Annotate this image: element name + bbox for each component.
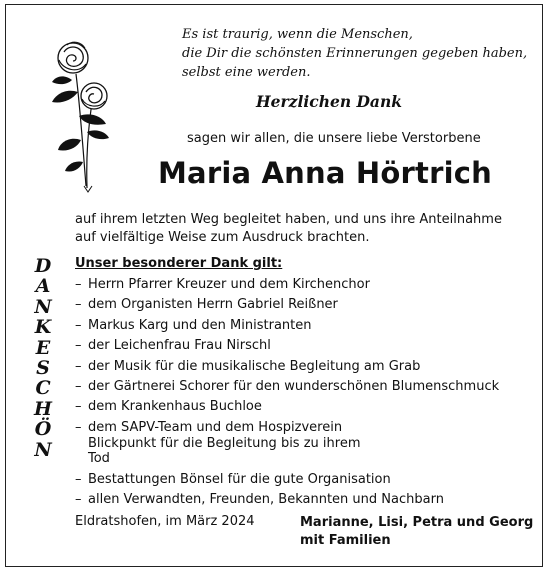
dash-bullet: –: [75, 338, 82, 354]
list-item-text: Bestattungen Bönsel für die gute Organisation: [88, 471, 391, 487]
special-thanks-heading: Unser besonderer Dank gilt:: [75, 256, 283, 271]
dash-bullet: –: [75, 277, 82, 292]
deceased-name: Maria Anna Hörtrich: [158, 156, 492, 190]
vertical-letter: K: [34, 316, 52, 339]
signature-line: Marianne, Lisi, Petra und Georg: [300, 515, 534, 530]
list-item: [75, 420, 535, 467]
vertical-letter: Ö: [34, 418, 52, 441]
list-item: [75, 318, 535, 334]
list-item-text: Markus Karg und den Ministranten: [88, 317, 312, 333]
intro-text: sagen wir allen, die unsere liebe Verstorbene: [187, 131, 481, 146]
vertical-dankeschoen: [30, 256, 56, 460]
list-item-text: allen Verwandten, Freunden, Bekannten und Nachbarn: [88, 492, 444, 508]
list-item-text: dem SAPV-Team und dem Hospizverein Blickpunkt für die Begleitung bis zu ihrem Tod: [88, 419, 361, 467]
list-item-text: der Leichenfrau Frau Nirschl: [88, 338, 271, 354]
vertical-letter: C: [35, 377, 51, 400]
list-item: [75, 359, 535, 375]
list-item: [75, 277, 535, 293]
dash-bullet: –: [75, 378, 82, 394]
dash-bullet: –: [75, 297, 82, 313]
special-thanks-list: [75, 277, 535, 513]
quote-line: selbst eine werden.: [182, 65, 311, 80]
vertical-letter: H: [34, 397, 52, 420]
list-item: [75, 492, 535, 508]
dash-bullet: –: [75, 471, 82, 487]
paragraph-line: auf vielfältige Weise zum Ausdruck brachten.: [75, 230, 370, 245]
dash-bullet: –: [75, 358, 82, 374]
list-item: [75, 297, 535, 313]
signature-line: mit Familien: [300, 533, 391, 548]
vertical-letter: E: [35, 336, 51, 359]
thanks-heading: Herzlichen Dank: [256, 92, 402, 111]
dash-bullet: –: [75, 399, 82, 415]
quote-line: Es ist traurig, wenn die Menschen,: [182, 27, 413, 42]
dash-bullet: –: [75, 492, 82, 508]
gratitude-paragraph: [75, 211, 535, 247]
list-item: [75, 379, 535, 395]
list-item-text: der Musik für die musikalische Begleitung am Grab: [88, 358, 421, 374]
dash-bullet: –: [75, 317, 82, 333]
quote-line: die Dir die schönsten Erinnerungen gegeben haben,: [182, 46, 528, 61]
list-item-text: Herrn Pfarrer Kreuzer und dem Kirchenchor: [88, 277, 370, 292]
signature: [300, 514, 533, 550]
list-item: [75, 338, 535, 354]
memorial-quote: [182, 25, 532, 82]
vertical-letter: N: [34, 295, 52, 318]
vertical-letter: N: [34, 438, 52, 461]
list-item: [75, 472, 535, 488]
list-item-text: der Gärtnerei Schorer für den wunderschönen Blumenschmuck: [88, 378, 500, 394]
vertical-letter: D: [34, 255, 52, 277]
vertical-letter: S: [36, 356, 50, 379]
paragraph-line: auf ihrem letzten Weg begleitet haben, und uns ihre Anteilnahme: [75, 212, 502, 227]
list-item-text: dem Organisten Herrn Gabriel Reißner: [88, 297, 338, 313]
vertical-letter: A: [35, 275, 51, 298]
list-item: [75, 399, 535, 415]
place-date: Eldratshofen, im März 2024: [75, 514, 255, 529]
dash-bullet: –: [75, 419, 82, 435]
list-item-text: dem Krankenhaus Buchloe: [88, 399, 262, 415]
rose-icon: [36, 36, 116, 196]
